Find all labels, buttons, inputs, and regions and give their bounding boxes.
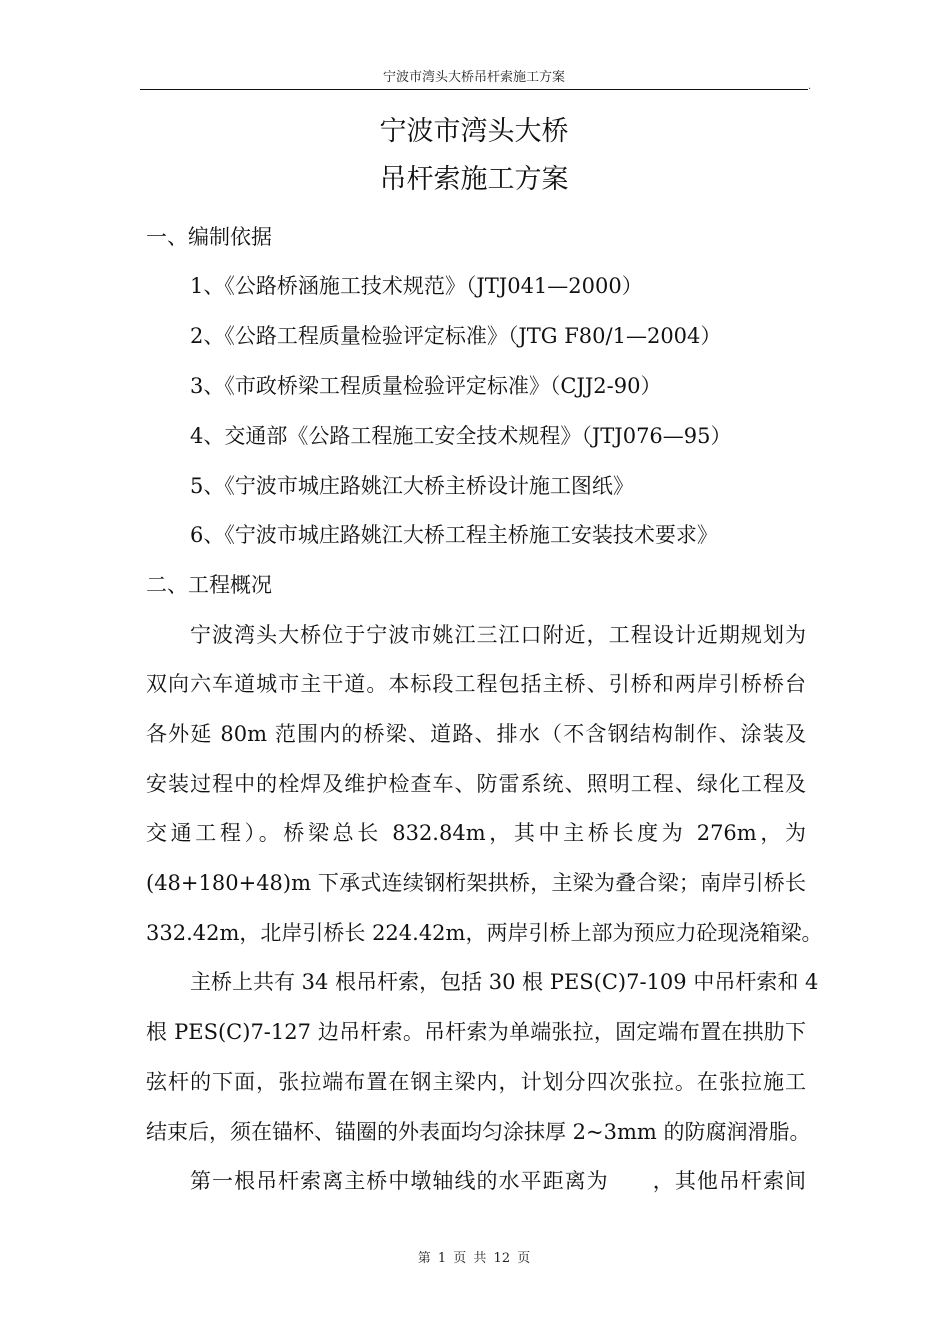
reference-item: 4、交通部《公路工程施工安全技术规程》（JTJ076—95） <box>190 424 732 448</box>
paragraph-line: 宁波湾头大桥位于宁波市姚江三江口附近，工程设计近期规划为 <box>190 623 806 647</box>
header-mark: . <box>808 81 812 92</box>
reference-item: 6、《宁波市城庄路姚江大桥工程主桥施工安装技术要求》 <box>190 523 718 547</box>
document-title-line-2: 吊杆索施工方案 <box>379 164 569 195</box>
paragraph-line: 332.42m，北岸引桥长 224.42m，两岸引桥上部为预应力砼现浇箱梁。 <box>146 921 823 945</box>
reference-item: 5、《宁波市城庄路姚江大桥主桥设计施工图纸》 <box>190 474 634 498</box>
header-rule <box>140 89 808 90</box>
paragraph-line: 安装过程中的栓焊及维护检查车、防雷系统、照明工程、绿化工程及 <box>146 772 806 796</box>
document-title-line-1: 宁波市湾头大桥 <box>379 116 569 147</box>
paragraph-line: 交通工程）。桥梁总长 832.84m，其中主桥长度为 276m，为 <box>146 821 806 845</box>
paragraph-line: 结束后，须在锚杯、锚圈的外表面均匀涂抹厚 2~3mm 的防腐润滑脂。 <box>146 1120 811 1144</box>
reference-item: 2、《公路工程质量检验评定标准》（JTG F80/1—2004） <box>190 324 722 348</box>
reference-item: 1、《公路桥涵施工技术规范》（JTJ041—2000） <box>190 274 643 298</box>
section-heading-basis: 一、编制依据 <box>146 225 272 249</box>
paragraph-line: 双向六车道城市主干道。本标段工程包括主桥、引桥和两岸引桥桥台 <box>146 672 806 696</box>
page-footer: 第 1 页 共 12 页 <box>417 1251 531 1266</box>
paragraph-line: 弦杆的下面，张拉端布置在钢主梁内，计划分四次张拉。在张拉施工 <box>146 1070 806 1094</box>
paragraph-line: 主桥上共有 34 根吊杆索，包括 30 根 PES(C)7-109 中吊杆索和 4 <box>190 970 819 994</box>
section-heading-overview: 二、工程概况 <box>146 573 272 597</box>
paragraph-line: 第一根吊杆索离主桥中墩轴线的水平距离为 ，其他吊杆索间 <box>190 1169 806 1193</box>
paragraph-line: 各外延 80m 范围内的桥梁、道路、排水（不含钢结构制作、涂装及 <box>146 722 806 746</box>
running-header: 宁波市湾头大桥吊杆索施工方案 <box>382 70 565 85</box>
reference-item: 3、《市政桥梁工程质量检验评定标准》（CJJ2-90） <box>190 374 662 398</box>
paragraph-line: (48+180+48)m 下承式连续钢桁架拱桥，主梁为叠合梁；南岸引桥长 <box>146 871 806 895</box>
paragraph-line: 根 PES(C)7-127 边吊杆索。吊杆索为单端张拉，固定端布置在拱肋下 <box>146 1020 806 1044</box>
